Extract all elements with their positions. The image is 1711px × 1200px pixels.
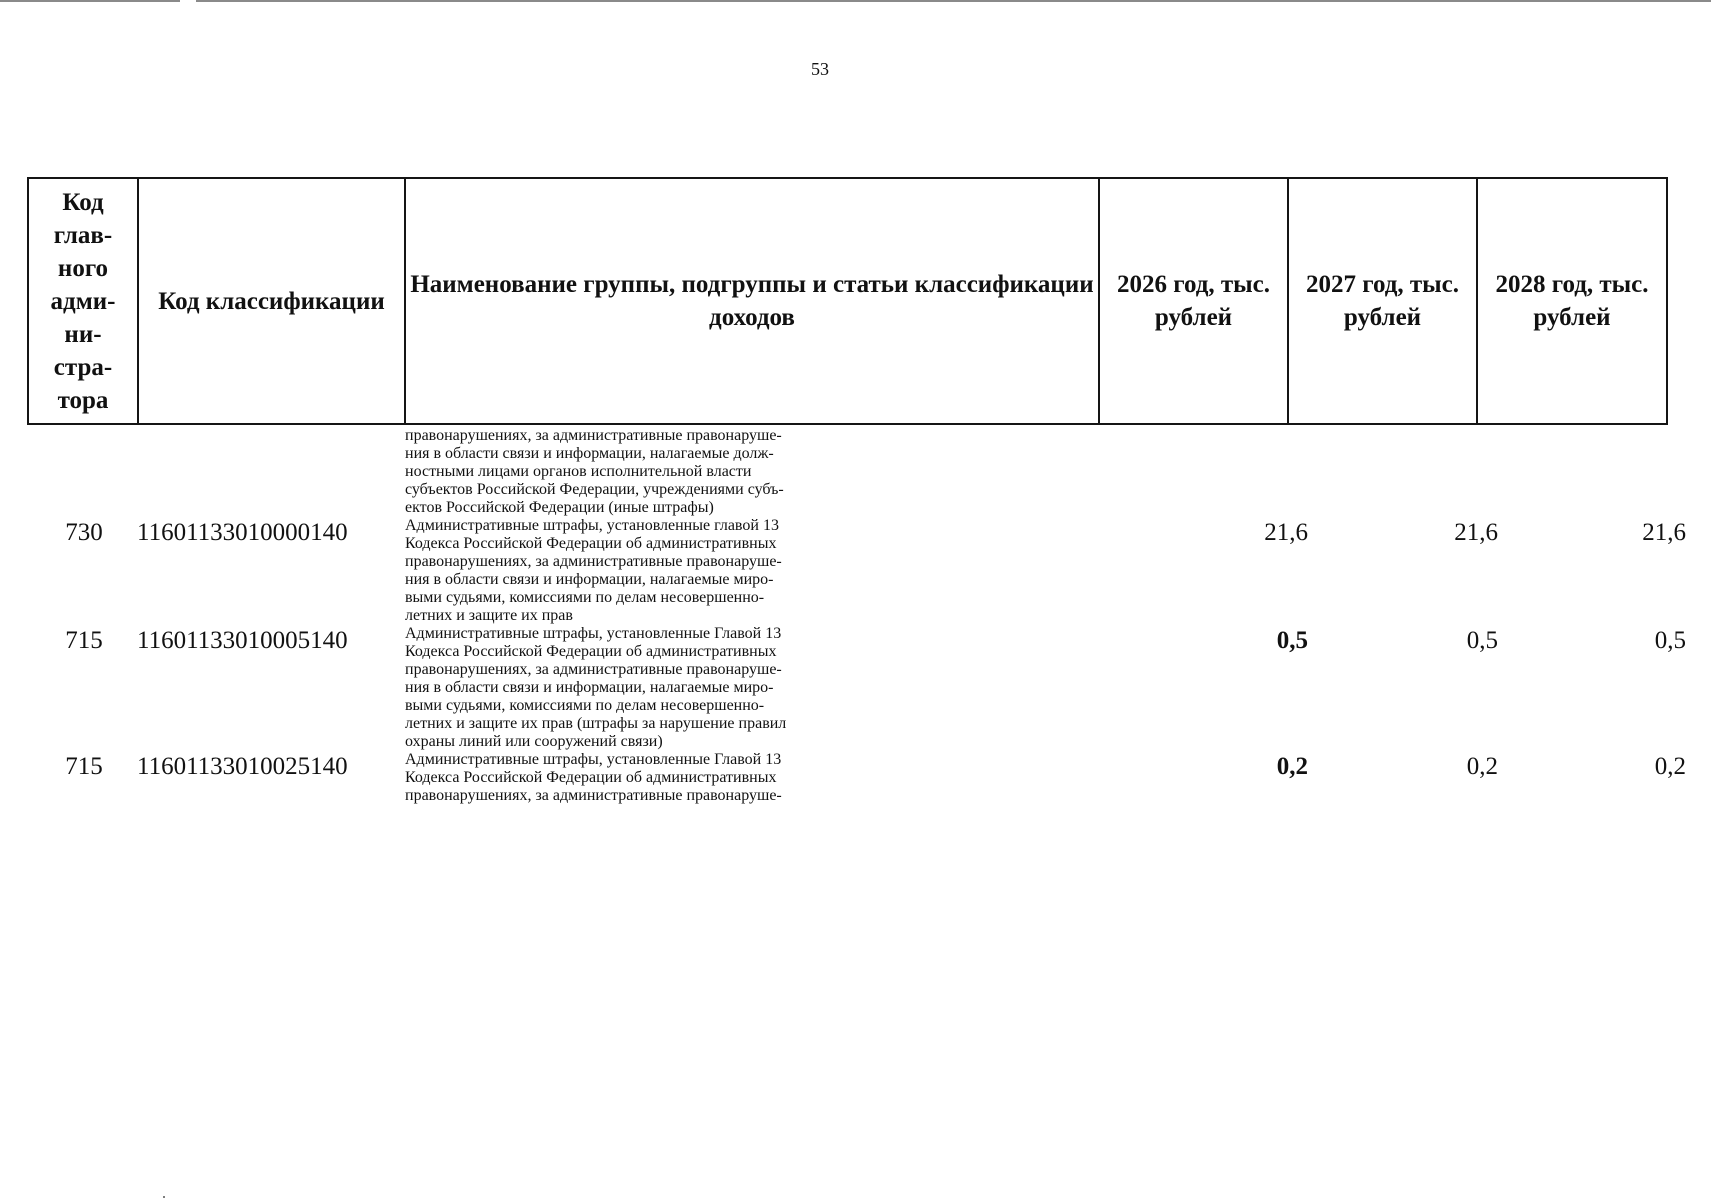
name-line: летних и защите их прав bbox=[405, 607, 573, 624]
name-line: правонарушениях, за административные правонаруше- bbox=[405, 427, 782, 444]
header-admin-code bbox=[28, 178, 138, 424]
name-line: Кодекса Российской Федерации об административных bbox=[405, 769, 777, 786]
name-line: выми судьями, комиссиями по делам несовершенно- bbox=[405, 697, 765, 714]
table-body bbox=[27, 427, 1686, 805]
name-line: Административные штрафы, установленные Главой 13 bbox=[405, 751, 782, 768]
income-name-cell bbox=[405, 517, 1125, 625]
value-2026-cell: 0,5 bbox=[1276, 627, 1308, 654]
table-header bbox=[27, 177, 1668, 425]
value-2026-cell: 0,2 bbox=[1276, 753, 1308, 780]
name-line: ния в области связи и информации, налагаемые миро- bbox=[405, 571, 774, 588]
header-admin-code-line: Код bbox=[62, 188, 104, 216]
scan-speck bbox=[163, 1196, 165, 1198]
table-row bbox=[27, 751, 1686, 805]
value-2026-cell: 21,6 bbox=[1264, 519, 1308, 546]
name-line: Кодекса Российской Федерации об административных bbox=[405, 535, 777, 552]
name-line: ектов Российской Федерации (иные штрафы) bbox=[405, 499, 714, 516]
header-classification-code: Код классификации bbox=[138, 178, 405, 424]
table-row bbox=[27, 517, 1686, 625]
value-2027-cell: 21,6 bbox=[1454, 519, 1498, 546]
name-line: правонарушениях, за административные правонаруше- bbox=[405, 553, 782, 570]
admin-code-cell: 730 bbox=[65, 519, 103, 546]
header-admin-code-line: стра- bbox=[53, 353, 113, 381]
page-number: 53 bbox=[811, 59, 829, 79]
name-line: охраны линий или сооружений связи) bbox=[405, 733, 663, 750]
income-name-cell bbox=[405, 751, 1125, 805]
header-admin-code-line: глав- bbox=[53, 221, 113, 249]
name-line: Административные штрафы, установленные главой 13 bbox=[405, 517, 779, 534]
name-line: Административные штрафы, установленные Главой 13 bbox=[405, 625, 782, 642]
name-line: ния в области связи и информации, налагаемые миро- bbox=[405, 679, 774, 696]
admin-code-cell: 715 bbox=[65, 753, 103, 780]
classification-code-cell: 11601133010005140 bbox=[137, 627, 348, 654]
income-name-continuation bbox=[405, 427, 1125, 517]
name-line: Кодекса Российской Федерации об административных bbox=[405, 643, 777, 660]
value-2028-cell: 0,5 bbox=[1654, 627, 1686, 654]
name-line: субъектов Российской Федерации, учреждениями субъ- bbox=[405, 481, 784, 498]
header-year-2028: 2028 год, тыс. рублей bbox=[1477, 178, 1667, 424]
value-2028-cell: 21,6 bbox=[1642, 519, 1686, 546]
header-admin-code-line: ни- bbox=[64, 320, 102, 348]
value-2027-cell: 0,2 bbox=[1466, 753, 1498, 780]
header-year-2027: 2027 год, тыс. рублей bbox=[1288, 178, 1477, 424]
classification-code-cell: 11601133010000140 bbox=[137, 519, 348, 546]
admin-code-cell: 715 bbox=[65, 627, 103, 654]
header-admin-code-line: тора bbox=[57, 386, 109, 414]
name-line: ностными лицами органов исполнительной власти bbox=[405, 463, 752, 480]
header-year-2026: 2026 год, тыс. рублей bbox=[1099, 178, 1288, 424]
scan-border-line bbox=[0, 0, 1711, 2]
name-line: правонарушениях, за административные правонаруше- bbox=[405, 787, 782, 804]
income-name-cell bbox=[405, 625, 1125, 751]
table-row-continuation bbox=[27, 427, 1660, 517]
name-line: летних и защите их прав (штрафы за нарушение правил bbox=[405, 715, 787, 732]
header-admin-code-line: ного bbox=[57, 254, 109, 282]
value-2027-cell: 0,5 bbox=[1466, 627, 1498, 654]
classification-code-cell: 11601133010025140 bbox=[137, 753, 348, 780]
name-line: выми судьями, комиссиями по делам несовершенно- bbox=[405, 589, 765, 606]
header-admin-code-line: адми- bbox=[50, 287, 116, 315]
header-income-name: Наименование группы, подгруппы и статьи классификации доходов bbox=[405, 178, 1099, 424]
name-line: ния в области связи и информации, налагаемые долж- bbox=[405, 445, 774, 462]
name-line: правонарушениях, за административные правонаруше- bbox=[405, 661, 782, 678]
value-2028-cell: 0,2 bbox=[1654, 753, 1686, 780]
table-row bbox=[27, 625, 1686, 751]
